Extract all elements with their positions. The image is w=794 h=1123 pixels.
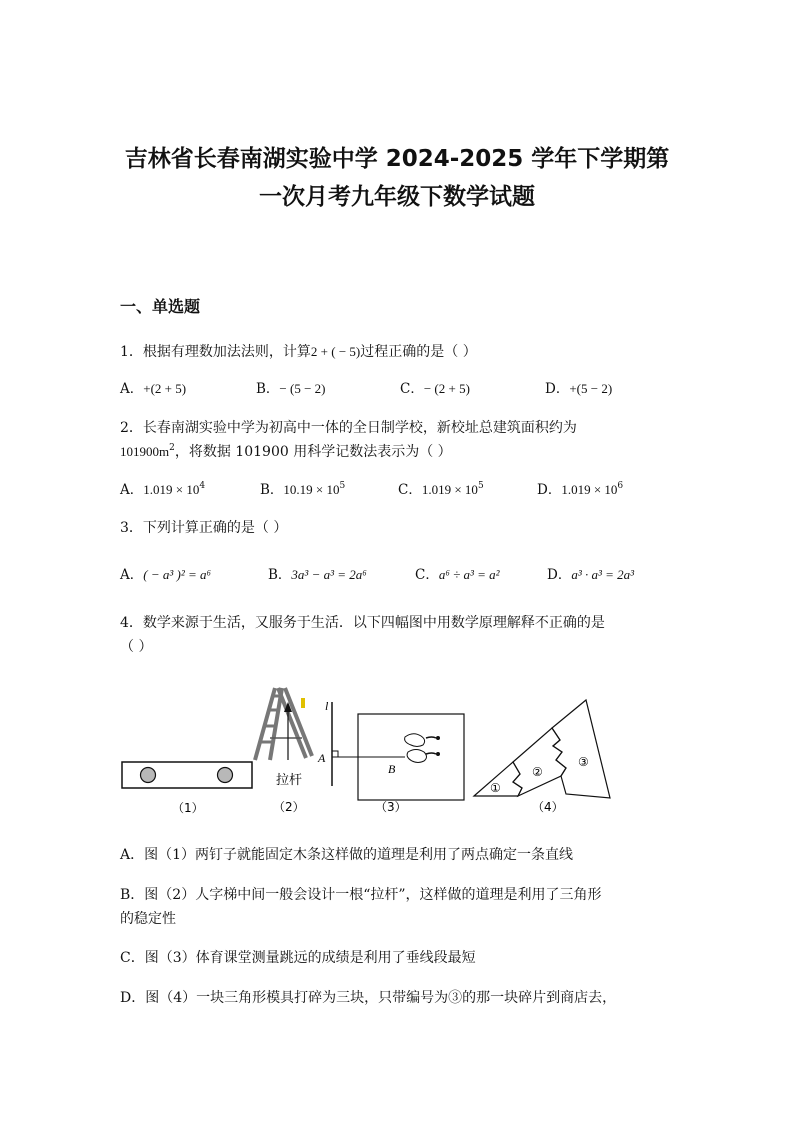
q4-figures — [120, 680, 620, 820]
question-4 — [120, 611, 680, 659]
question-2 — [120, 416, 680, 464]
figure-1-bar — [122, 762, 252, 788]
q4-option-d: D．图（4）一块三角形模具打碎为三块，只带编号为③的那一块碎片到商店去， — [120, 990, 617, 1006]
q2-option-b: B．$10.19 \times 10^5$ — [260, 481, 346, 498]
figure-3-label: （3） — [375, 800, 407, 814]
q3-option-b: B．3a³ − a³ = 2a⁶ — [268, 567, 367, 583]
q1-stem-pre: 1．根据有理数加法法则，计算 — [120, 344, 311, 360]
q1-option-a: A．+(2 + 5) — [120, 381, 187, 397]
q4-option-a: A．图（1）两钉子就能固定木条这样做的道理是利用了两点确定一条直线 — [120, 847, 574, 863]
q3-option-d: D．a³ · a³ = 2a³ — [547, 567, 635, 583]
q3-option-a: A．( − a³ )² = a⁶ — [120, 567, 212, 583]
figure-4-label: （4） — [532, 800, 564, 814]
nail-left — [141, 768, 156, 783]
q1-option-d: D．+(5 − 2) — [545, 381, 613, 397]
figure-1-label: （1） — [172, 801, 204, 815]
piece-2-label: ② — [532, 765, 543, 779]
q2-number: 101900m — [120, 444, 170, 459]
q2-option-d: D．$1.019 \times 10^6$ — [537, 481, 624, 498]
q4-option-c: C．图（3）体育课堂测量跳远的成绩是利用了垂线段最短 — [120, 950, 476, 966]
q2-option-a: A．$1.019 \times 10^4$ — [120, 481, 206, 498]
point-b-label: B — [388, 762, 396, 776]
q1-option-c: C．− (2 + 5) — [400, 381, 470, 397]
q1-option-b: B．− (5 − 2) — [256, 381, 326, 397]
figure-2-ladder — [255, 688, 312, 760]
q4-line2: （ ） — [120, 639, 153, 655]
q4-option-b: B．图（2）人字梯中间一般会设计一根“拉杆”，这样做的道理是利用了三角形 — [120, 887, 602, 903]
figure-3-longjump — [332, 702, 464, 800]
q2-line1: 2．长春南湖实验中学为初高中一体的全日制学校，新校址总建筑面积约为 — [120, 420, 577, 436]
q1-stem-post: 过程正确的是（ ） — [360, 344, 477, 360]
question-1 — [120, 340, 680, 364]
question-3: 3．下列计算正确的是（ ） — [120, 520, 288, 536]
point-a-label: A — [318, 751, 326, 765]
q2-line2: ，将数据 101900 用科学记数法表示为（ ） — [174, 444, 452, 460]
q3-option-c: C．a⁶ ÷ a³ = a² — [415, 567, 500, 583]
piece-3-label: ③ — [578, 755, 589, 769]
page-title-line2: 一次月考九年级下数学试题 — [259, 184, 535, 210]
q2-option-c: C．$1.019 \times 10^5$ — [398, 481, 484, 498]
page-title-line1: 吉林省长春南湖实验中学 2024-2025 学年下学期第 — [124, 146, 670, 172]
line-l-label: l — [325, 699, 329, 713]
q2-line2-wrap — [120, 440, 680, 464]
nail-right — [218, 768, 233, 783]
q1-expression: 2 + ( − 5) — [310, 344, 361, 359]
piece-1-label: ① — [490, 781, 501, 795]
piece-3 — [552, 700, 610, 798]
figure-2-label: （2） — [273, 800, 305, 814]
section-heading: 一、单选题 — [120, 297, 201, 316]
q2-square: 2 — [169, 443, 175, 453]
q4-option-b-cont: 的稳定性 — [120, 911, 176, 927]
q4-line1: 4．数学来源于生活，又服务于生活．以下四幅图中用数学原理解释不正确的是 — [120, 615, 605, 631]
pull-rod-label: 拉杆 — [276, 773, 303, 788]
